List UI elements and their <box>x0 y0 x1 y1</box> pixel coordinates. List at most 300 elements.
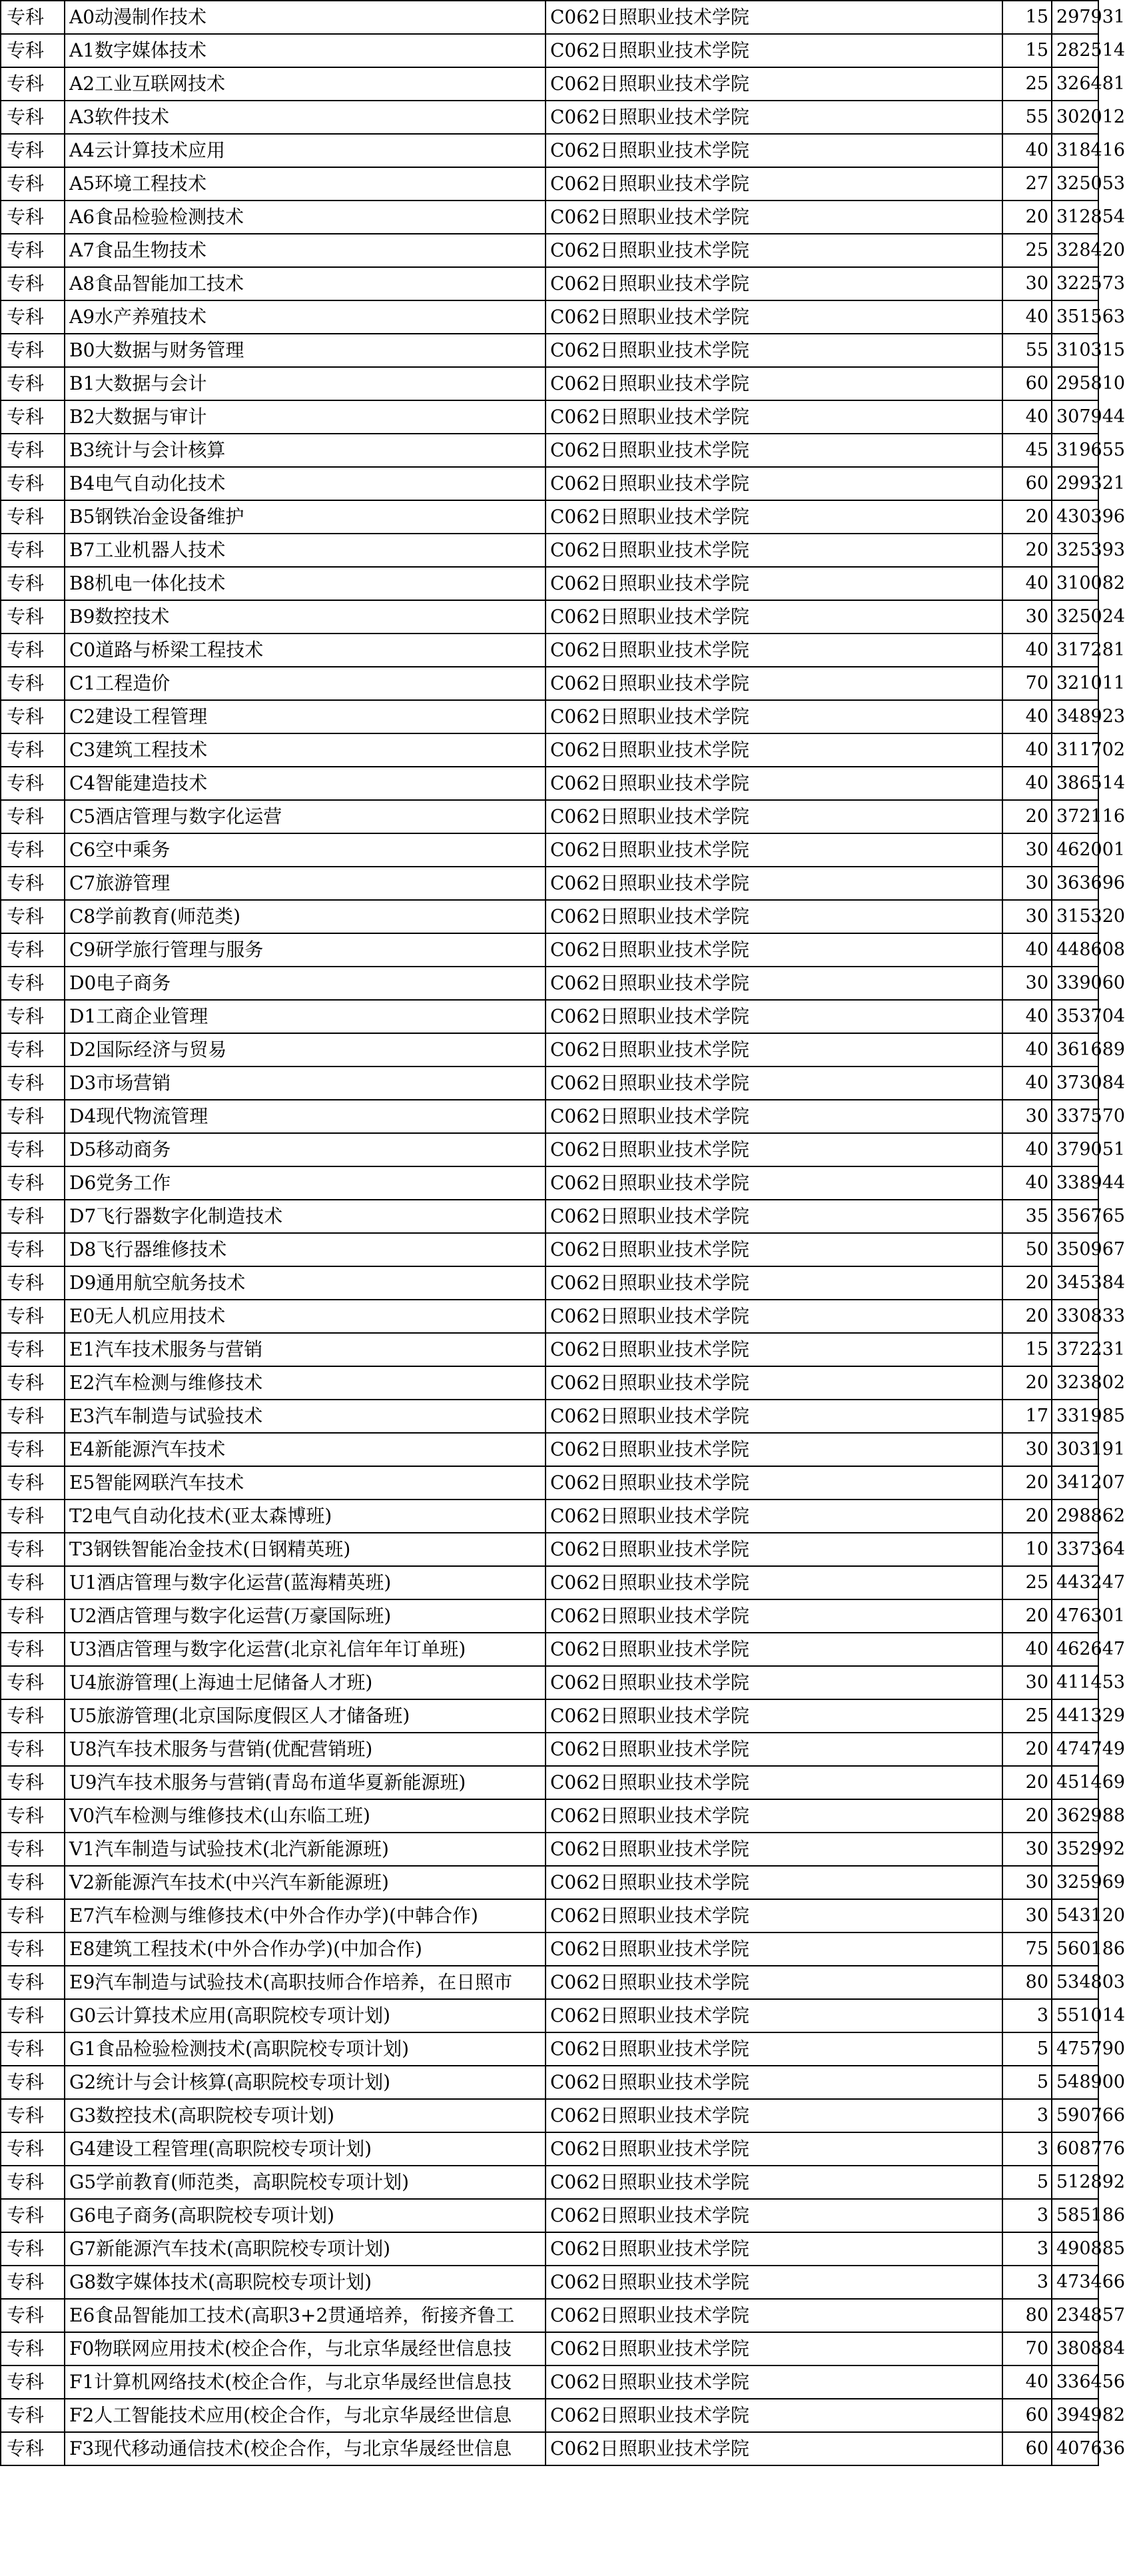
cell-level: 专科 <box>1 1666 65 1699</box>
cell-plan-count: 40 <box>1002 1033 1052 1067</box>
cell-min-rank: 560186 <box>1052 1932 1098 1966</box>
table-row <box>1 767 1098 800</box>
cell-level: 专科 <box>1 2199 65 2232</box>
cell-level: 专科 <box>1 234 65 267</box>
table-row <box>1 367 1098 400</box>
table-row <box>1 2132 1098 2166</box>
table-row <box>1 600 1098 634</box>
cell-level: 专科 <box>1 1966 65 1999</box>
cell-level: 专科 <box>1 2066 65 2099</box>
cell-level: 专科 <box>1 500 65 534</box>
cell-level: 专科 <box>1 1699 65 1733</box>
cell-level: 专科 <box>1 134 65 167</box>
cell-plan-count: 5 <box>1002 2032 1052 2066</box>
cell-plan-count: 25 <box>1002 67 1052 101</box>
cell-level: 专科 <box>1 1533 65 1566</box>
cell-level: 专科 <box>1 2432 65 2465</box>
cell-min-rank: 295810 <box>1052 367 1098 400</box>
cell-major: G4建设工程管理(高职院校专项计划) <box>65 2132 546 2166</box>
cell-min-rank: 451469 <box>1052 1766 1098 1799</box>
cell-min-rank: 310315 <box>1052 334 1098 367</box>
table-row <box>1 733 1098 767</box>
cell-min-rank: 337570 <box>1052 1100 1098 1133</box>
cell-level: 专科 <box>1 2266 65 2299</box>
cell-min-rank: 490885 <box>1052 2232 1098 2266</box>
cell-level: 专科 <box>1 1000 65 1033</box>
cell-level: 专科 <box>1 967 65 1000</box>
cell-major: F0物联网应用技术(校企合作，与北京华晟经世信息技 <box>65 2332 546 2365</box>
cell-min-rank: 336456 <box>1052 2365 1098 2399</box>
cell-major: C1工程造价 <box>65 667 546 700</box>
table-row <box>1 1899 1098 1932</box>
cell-min-rank: 608776 <box>1052 2132 1098 2166</box>
cell-plan-count: 3 <box>1002 1999 1052 2032</box>
cell-school: C062日照职业技术学院 <box>546 67 1002 101</box>
cell-major: E1汽车技术服务与营销 <box>65 1333 546 1366</box>
cell-major: B4电气自动化技术 <box>65 467 546 500</box>
cell-level: 专科 <box>1 2332 65 2365</box>
cell-major: C4智能建造技术 <box>65 767 546 800</box>
cell-min-rank: 379051 <box>1052 1133 1098 1166</box>
table-row <box>1 1 1098 34</box>
cell-major: A4云计算技术应用 <box>65 134 546 167</box>
cell-major: T3钢铁智能冶金技术(日钢精英班) <box>65 1533 546 1566</box>
cell-school: C062日照职业技术学院 <box>546 634 1002 667</box>
cell-school: C062日照职业技术学院 <box>546 767 1002 800</box>
cell-school: C062日照职业技术学院 <box>546 1533 1002 1566</box>
table-row <box>1 2166 1098 2199</box>
cell-level: 专科 <box>1 1166 65 1200</box>
cell-min-rank: 411453 <box>1052 1666 1098 1699</box>
cell-plan-count: 3 <box>1002 2199 1052 2232</box>
table-row <box>1 1300 1098 1333</box>
cell-school: C062日照职业技术学院 <box>546 2199 1002 2232</box>
cell-school: C062日照职业技术学院 <box>546 167 1002 201</box>
table-row <box>1 2266 1098 2299</box>
table-row <box>1 2066 1098 2099</box>
cell-min-rank: 318416 <box>1052 134 1098 167</box>
cell-min-rank: 462001 <box>1052 833 1098 867</box>
cell-level: 专科 <box>1 2166 65 2199</box>
cell-level: 专科 <box>1 34 65 67</box>
cell-school: C062日照职业技术学院 <box>546 2032 1002 2066</box>
cell-level: 专科 <box>1 800 65 833</box>
cell-major: D1工商企业管理 <box>65 1000 546 1033</box>
cell-major: U8汽车技术服务与营销(优配营销班) <box>65 1733 546 1766</box>
cell-plan-count: 3 <box>1002 2266 1052 2299</box>
cell-school: C062日照职业技术学院 <box>546 201 1002 234</box>
cell-min-rank: 448608 <box>1052 933 1098 967</box>
cell-level: 专科 <box>1 2365 65 2399</box>
cell-major: U4旅游管理(上海迪士尼储备人才班) <box>65 1666 546 1699</box>
cell-level: 专科 <box>1 1799 65 1833</box>
cell-level: 专科 <box>1 833 65 867</box>
cell-plan-count: 35 <box>1002 1200 1052 1233</box>
cell-min-rank: 394982 <box>1052 2399 1098 2432</box>
cell-school: C062日照职业技术学院 <box>546 1699 1002 1733</box>
cell-major: U1酒店管理与数字化运营(蓝海精英班) <box>65 1566 546 1599</box>
cell-major: E6食品智能加工技术(高职3+2贯通培养，衔接齐鲁工 <box>65 2299 546 2332</box>
cell-major: G2统计与会计核算(高职院校专项计划) <box>65 2066 546 2099</box>
cell-plan-count: 30 <box>1002 900 1052 933</box>
cell-level: 专科 <box>1 1766 65 1799</box>
table-row <box>1 434 1098 467</box>
cell-major: C0道路与桥梁工程技术 <box>65 634 546 667</box>
cell-min-rank: 297931 <box>1052 1 1098 34</box>
cell-level: 专科 <box>1 867 65 900</box>
table-row <box>1 2099 1098 2132</box>
table-row <box>1 1699 1098 1733</box>
cell-level: 专科 <box>1 1300 65 1333</box>
cell-major: E7汽车检测与维修技术(中外合作办学)(中韩合作) <box>65 1899 546 1932</box>
cell-plan-count: 20 <box>1002 800 1052 833</box>
cell-school: C062日照职业技术学院 <box>546 700 1002 733</box>
cell-min-rank: 350967 <box>1052 1233 1098 1266</box>
cell-plan-count: 70 <box>1002 2332 1052 2365</box>
table-row <box>1 101 1098 134</box>
cell-major: C9研学旅行管理与服务 <box>65 933 546 967</box>
cell-major: B3统计与会计核算 <box>65 434 546 467</box>
cell-major: A3软件技术 <box>65 101 546 134</box>
cell-plan-count: 5 <box>1002 2166 1052 2199</box>
cell-school: C062日照职业技术学院 <box>546 1899 1002 1932</box>
cell-school: C062日照职业技术学院 <box>546 567 1002 600</box>
cell-level: 专科 <box>1 1366 65 1400</box>
cell-plan-count: 20 <box>1002 500 1052 534</box>
cell-min-rank: 473466 <box>1052 2266 1098 2299</box>
cell-major: G5学前教育(师范类，高职院校专项计划) <box>65 2166 546 2199</box>
cell-level: 专科 <box>1 1333 65 1366</box>
cell-min-rank: 339060 <box>1052 967 1098 1000</box>
cell-level: 专科 <box>1 2299 65 2332</box>
table-row <box>1 1799 1098 1833</box>
cell-school: C062日照职业技术学院 <box>546 1400 1002 1433</box>
cell-major: A7食品生物技术 <box>65 234 546 267</box>
cell-plan-count: 40 <box>1002 400 1052 434</box>
cell-min-rank: 352992 <box>1052 1833 1098 1866</box>
table-row <box>1 1067 1098 1100</box>
cell-plan-count: 27 <box>1002 167 1052 201</box>
cell-school: C062日照职业技术学院 <box>546 1 1002 34</box>
cell-plan-count: 20 <box>1002 1500 1052 1533</box>
cell-level: 专科 <box>1 767 65 800</box>
cell-plan-count: 45 <box>1002 434 1052 467</box>
cell-school: C062日照职业技术学院 <box>546 1666 1002 1699</box>
cell-level: 专科 <box>1 201 65 234</box>
cell-school: C062日照职业技术学院 <box>546 101 1002 134</box>
table-row <box>1 1833 1098 1866</box>
cell-school: C062日照职业技术学院 <box>546 2299 1002 2332</box>
cell-school: C062日照职业技术学院 <box>546 1733 1002 1766</box>
cell-plan-count: 40 <box>1002 700 1052 733</box>
cell-major: D0电子商务 <box>65 967 546 1000</box>
cell-plan-count: 20 <box>1002 534 1052 567</box>
cell-min-rank: 234857 <box>1052 2299 1098 2332</box>
cell-school: C062日照职业技术学院 <box>546 2432 1002 2465</box>
table-row <box>1 2432 1098 2465</box>
cell-level: 专科 <box>1 1133 65 1166</box>
table-row <box>1 2199 1098 2232</box>
cell-major: A8食品智能加工技术 <box>65 267 546 300</box>
table-row <box>1 867 1098 900</box>
cell-school: C062日照职业技术学院 <box>546 1067 1002 1100</box>
cell-plan-count: 20 <box>1002 201 1052 234</box>
cell-level: 专科 <box>1 300 65 334</box>
cell-min-rank: 356765 <box>1052 1200 1098 1233</box>
cell-min-rank: 474749 <box>1052 1733 1098 1766</box>
cell-min-rank: 443247 <box>1052 1566 1098 1599</box>
cell-plan-count: 40 <box>1002 1633 1052 1666</box>
cell-school: C062日照职业技术学院 <box>546 867 1002 900</box>
cell-min-rank: 380884 <box>1052 2332 1098 2365</box>
cell-school: C062日照职业技术学院 <box>546 2166 1002 2199</box>
table-row <box>1 201 1098 234</box>
cell-plan-count: 20 <box>1002 1599 1052 1633</box>
cell-min-rank: 326481 <box>1052 67 1098 101</box>
table-row <box>1 1100 1098 1133</box>
cell-min-rank: 512892 <box>1052 2166 1098 2199</box>
cell-min-rank: 341207 <box>1052 1466 1098 1500</box>
cell-plan-count: 15 <box>1002 1 1052 34</box>
cell-major: D8飞行器维修技术 <box>65 1233 546 1266</box>
cell-level: 专科 <box>1 1932 65 1966</box>
cell-major: A1数字媒体技术 <box>65 34 546 67</box>
table-row <box>1 2299 1098 2332</box>
table-row <box>1 234 1098 267</box>
table-row <box>1 900 1098 933</box>
cell-major: F2人工智能技术应用(校企合作，与北京华晟经世信息 <box>65 2399 546 2432</box>
cell-major: D5移动商务 <box>65 1133 546 1166</box>
cell-level: 专科 <box>1 700 65 733</box>
table-body <box>1 1 1125 2465</box>
cell-major: B5钢铁冶金设备维护 <box>65 500 546 534</box>
cell-school: C062日照职业技术学院 <box>546 967 1002 1000</box>
cell-level: 专科 <box>1 2032 65 2066</box>
cell-min-rank: 543120 <box>1052 1899 1098 1932</box>
table-row <box>1 134 1098 167</box>
cell-plan-count: 20 <box>1002 1300 1052 1333</box>
cell-major: C8学前教育(师范类) <box>65 900 546 933</box>
cell-plan-count: 30 <box>1002 267 1052 300</box>
cell-school: C062日照职业技术学院 <box>546 1166 1002 1200</box>
cell-plan-count: 30 <box>1002 967 1052 1000</box>
table-row <box>1 1666 1098 1699</box>
cell-min-rank: 441329 <box>1052 1699 1098 1733</box>
cell-min-rank: 462647 <box>1052 1633 1098 1666</box>
cell-plan-count: 75 <box>1002 1932 1052 1966</box>
table-row <box>1 1966 1098 1999</box>
cell-min-rank: 338944 <box>1052 1166 1098 1200</box>
cell-plan-count: 20 <box>1002 1366 1052 1400</box>
table-row <box>1 1033 1098 1067</box>
cell-major: G0云计算技术应用(高职院校专项计划) <box>65 1999 546 2032</box>
table-row <box>1 667 1098 700</box>
cell-major: E8建筑工程技术(中外合作办学)(中加合作) <box>65 1932 546 1966</box>
cell-plan-count: 40 <box>1002 634 1052 667</box>
cell-plan-count: 20 <box>1002 1766 1052 1799</box>
cell-school: C062日照职业技术学院 <box>546 600 1002 634</box>
cell-major: A6食品检验检测技术 <box>65 201 546 234</box>
cell-major: G1食品检验检测技术(高职院校专项计划) <box>65 2032 546 2066</box>
cell-school: C062日照职业技术学院 <box>546 267 1002 300</box>
cell-school: C062日照职业技术学院 <box>546 833 1002 867</box>
cell-plan-count: 40 <box>1002 567 1052 600</box>
cell-level: 专科 <box>1 2132 65 2166</box>
cell-level: 专科 <box>1 1500 65 1533</box>
cell-school: C062日照职业技术学院 <box>546 1000 1002 1033</box>
cell-school: C062日照职业技术学院 <box>546 534 1002 567</box>
cell-plan-count: 40 <box>1002 2365 1052 2399</box>
cell-level: 专科 <box>1 2399 65 2432</box>
cell-min-rank: 299321 <box>1052 467 1098 500</box>
cell-plan-count: 60 <box>1002 367 1052 400</box>
table-row <box>1 1766 1098 1799</box>
cell-major: G8数字媒体技术(高职院校专项计划) <box>65 2266 546 2299</box>
cell-school: C062日照职业技术学院 <box>546 1766 1002 1799</box>
cell-level: 专科 <box>1 67 65 101</box>
table-row <box>1 1999 1098 2032</box>
cell-school: C062日照职业技术学院 <box>546 2232 1002 2266</box>
cell-min-rank: 430396 <box>1052 500 1098 534</box>
cell-school: C062日照职业技术学院 <box>546 1333 1002 1366</box>
cell-min-rank: 373084 <box>1052 1067 1098 1100</box>
cell-plan-count: 40 <box>1002 1000 1052 1033</box>
cell-min-rank: 325969 <box>1052 1866 1098 1899</box>
table-row <box>1 1533 1098 1566</box>
cell-school: C062日照职业技术学院 <box>546 2066 1002 2099</box>
cell-min-rank: 325024 <box>1052 600 1098 634</box>
cell-major: G6电子商务(高职院校专项计划) <box>65 2199 546 2232</box>
cell-school: C062日照职业技术学院 <box>546 1100 1002 1133</box>
cell-school: C062日照职业技术学院 <box>546 1866 1002 1899</box>
table-row <box>1 1000 1098 1033</box>
cell-plan-count: 40 <box>1002 933 1052 967</box>
cell-level: 专科 <box>1 600 65 634</box>
cell-school: C062日照职业技术学院 <box>546 467 1002 500</box>
cell-major: A5环境工程技术 <box>65 167 546 201</box>
cell-school: C062日照职业技术学院 <box>546 500 1002 534</box>
cell-min-rank: 321011 <box>1052 667 1098 700</box>
cell-major: D6党务工作 <box>65 1166 546 1200</box>
cell-plan-count: 30 <box>1002 1899 1052 1932</box>
cell-level: 专科 <box>1 1200 65 1233</box>
cell-level: 专科 <box>1 933 65 967</box>
table-row <box>1 267 1098 300</box>
cell-major: C5酒店管理与数字化运营 <box>65 800 546 833</box>
cell-plan-count: 30 <box>1002 600 1052 634</box>
table-row <box>1 933 1098 967</box>
table-row <box>1 1633 1098 1666</box>
cell-min-rank: 372231 <box>1052 1333 1098 1366</box>
cell-level: 专科 <box>1 1 65 34</box>
table-row <box>1 1400 1098 1433</box>
cell-plan-count: 30 <box>1002 1666 1052 1699</box>
cell-min-rank: 319655 <box>1052 434 1098 467</box>
cell-school: C062日照职业技术学院 <box>546 2332 1002 2365</box>
cell-school: C062日照职业技术学院 <box>546 1033 1002 1067</box>
table-row <box>1 1266 1098 1300</box>
table-row <box>1 1333 1098 1366</box>
cell-min-rank: 298862 <box>1052 1500 1098 1533</box>
cell-level: 专科 <box>1 1899 65 1932</box>
cell-min-rank: 353704 <box>1052 1000 1098 1033</box>
cell-school: C062日照职业技术学院 <box>546 434 1002 467</box>
cell-plan-count: 40 <box>1002 300 1052 334</box>
cell-school: C062日照职业技术学院 <box>546 2266 1002 2299</box>
cell-min-rank: 386514 <box>1052 767 1098 800</box>
cell-plan-count: 3 <box>1002 2099 1052 2132</box>
table-row <box>1 2232 1098 2266</box>
cell-major: U5旅游管理(北京国际度假区人才储备班) <box>65 1699 546 1733</box>
cell-level: 专科 <box>1 2099 65 2132</box>
table-row <box>1 334 1098 367</box>
cell-plan-count: 60 <box>1002 467 1052 500</box>
cell-level: 专科 <box>1 1433 65 1466</box>
cell-plan-count: 40 <box>1002 1067 1052 1100</box>
cell-major: A9水产养殖技术 <box>65 300 546 334</box>
cell-major: B9数控技术 <box>65 600 546 634</box>
cell-level: 专科 <box>1 1833 65 1866</box>
cell-school: C062日照职业技术学院 <box>546 933 1002 967</box>
cell-level: 专科 <box>1 1033 65 1067</box>
cell-level: 专科 <box>1 1100 65 1133</box>
cell-plan-count: 55 <box>1002 101 1052 134</box>
cell-min-rank: 475790 <box>1052 2032 1098 2066</box>
cell-school: C062日照职业技术学院 <box>546 2365 1002 2399</box>
cell-plan-count: 20 <box>1002 1733 1052 1766</box>
cell-school: C062日照职业技术学院 <box>546 1566 1002 1599</box>
cell-school: C062日照职业技术学院 <box>546 733 1002 767</box>
cell-school: C062日照职业技术学院 <box>546 2399 1002 2432</box>
table-row <box>1 167 1098 201</box>
cell-major: T2电气自动化技术(亚太森博班) <box>65 1500 546 1533</box>
cell-major: D3市场营销 <box>65 1067 546 1100</box>
cell-plan-count: 17 <box>1002 1400 1052 1433</box>
cell-plan-count: 3 <box>1002 2232 1052 2266</box>
table-row <box>1 1500 1098 1533</box>
table-row <box>1 1366 1098 1400</box>
cell-major: V1汽车制造与试验技术(北汽新能源班) <box>65 1833 546 1866</box>
cell-level: 专科 <box>1 1266 65 1300</box>
table-row <box>1 567 1098 600</box>
cell-major: U3酒店管理与数字化运营(北京礼信年年订单班) <box>65 1633 546 1666</box>
cell-plan-count: 3 <box>1002 2132 1052 2166</box>
cell-level: 专科 <box>1 1400 65 1433</box>
cell-school: C062日照职业技术学院 <box>546 1500 1002 1533</box>
table-row <box>1 400 1098 434</box>
cell-level: 专科 <box>1 467 65 500</box>
cell-school: C062日照职业技术学院 <box>546 1266 1002 1300</box>
cell-major: A0动漫制作技术 <box>65 1 546 34</box>
cell-level: 专科 <box>1 1233 65 1266</box>
cell-major: C6空中乘务 <box>65 833 546 867</box>
cell-school: C062日照职业技术学院 <box>546 1433 1002 1466</box>
table-row <box>1 1599 1098 1633</box>
cell-school: C062日照职业技术学院 <box>546 1466 1002 1500</box>
cell-school: C062日照职业技术学院 <box>546 900 1002 933</box>
cell-plan-count: 15 <box>1002 34 1052 67</box>
cell-major: B1大数据与会计 <box>65 367 546 400</box>
cell-min-rank: 348923 <box>1052 700 1098 733</box>
table-row <box>1 967 1098 1000</box>
cell-level: 专科 <box>1 1633 65 1666</box>
table-row <box>1 1166 1098 1200</box>
cell-major: D9通用航空航务技术 <box>65 1266 546 1300</box>
cell-school: C062日照职业技术学院 <box>546 300 1002 334</box>
cell-school: C062日照职业技术学院 <box>546 1300 1002 1333</box>
cell-level: 专科 <box>1 1067 65 1100</box>
cell-major: B0大数据与财务管理 <box>65 334 546 367</box>
